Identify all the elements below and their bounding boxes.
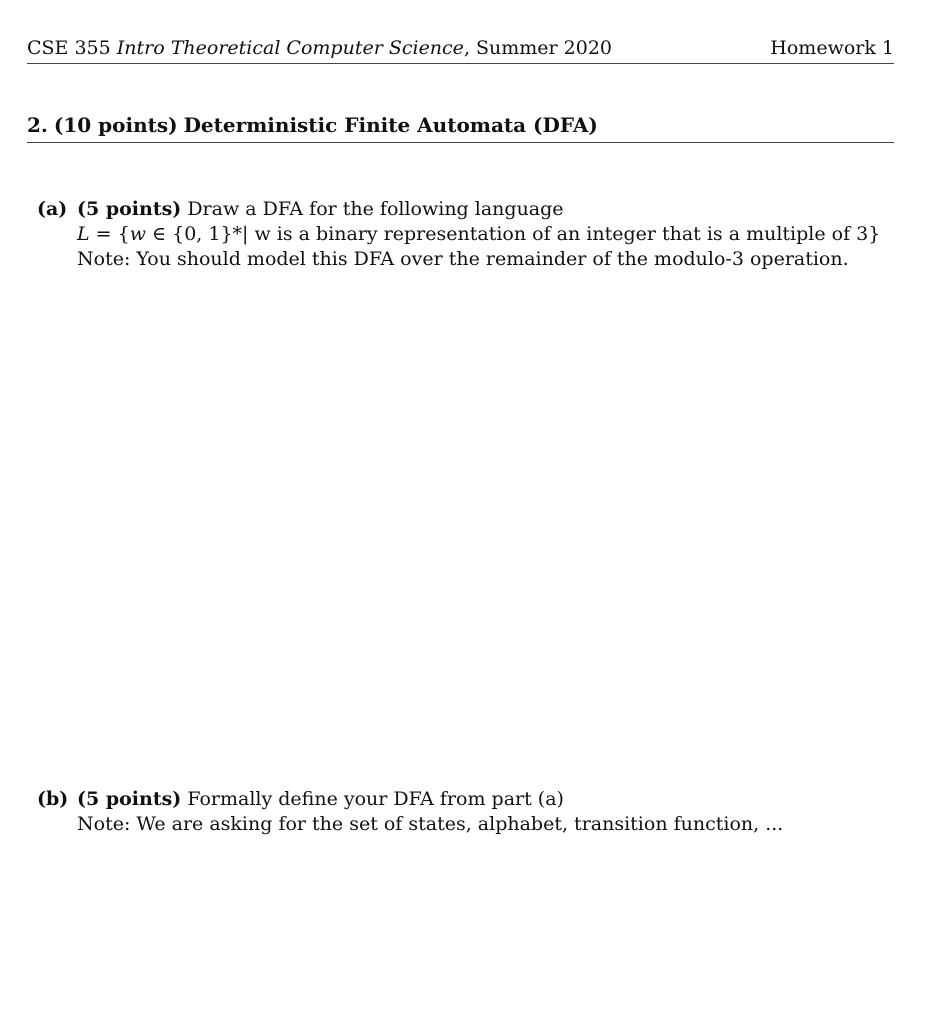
course-number: CSE 355 — [27, 37, 111, 59]
course-term: , Summer 2020 — [463, 37, 613, 59]
part-b-points: (5 points) — [77, 788, 182, 810]
part-a-prompt: Draw a DFA for the following language — [187, 198, 564, 220]
part-a-points: (5 points) — [77, 198, 182, 220]
problem-heading — [27, 113, 894, 143]
course-info — [27, 36, 612, 60]
running-header — [27, 36, 894, 64]
part-b-prompt: Formally define your DFA from part (a) — [187, 788, 564, 810]
language-eq: = { — [89, 223, 130, 245]
course-title: Intro Theoretical Computer Science — [116, 37, 464, 59]
language-var: w — [129, 223, 146, 245]
part-a-prompt-line — [37, 197, 894, 222]
part-b-note: Note: We are asking for the set of states, alphabet, transition function, ... — [77, 813, 784, 835]
part-a-language — [37, 222, 894, 247]
part-a-label: (a) — [37, 198, 68, 220]
problem-number: 2. — [27, 113, 48, 137]
part-b-prompt-line — [37, 787, 894, 812]
language-set: ∈ {0, 1}*| w is a binary representation of an integer that is a multiple of 3} — [145, 223, 881, 245]
part-b — [37, 787, 894, 837]
language-symbol: L — [77, 223, 90, 245]
problem-points: (10 points) — [53, 113, 178, 137]
part-a — [37, 197, 894, 272]
assignment-title: Homework 1 — [770, 37, 894, 59]
part-b-label: (b) — [37, 788, 69, 810]
part-a-note: Note: You should model this DFA over the remainder of the modulo-3 operation. — [77, 248, 849, 270]
problem-title: Deterministic Finite Automata (DFA) — [183, 113, 598, 137]
